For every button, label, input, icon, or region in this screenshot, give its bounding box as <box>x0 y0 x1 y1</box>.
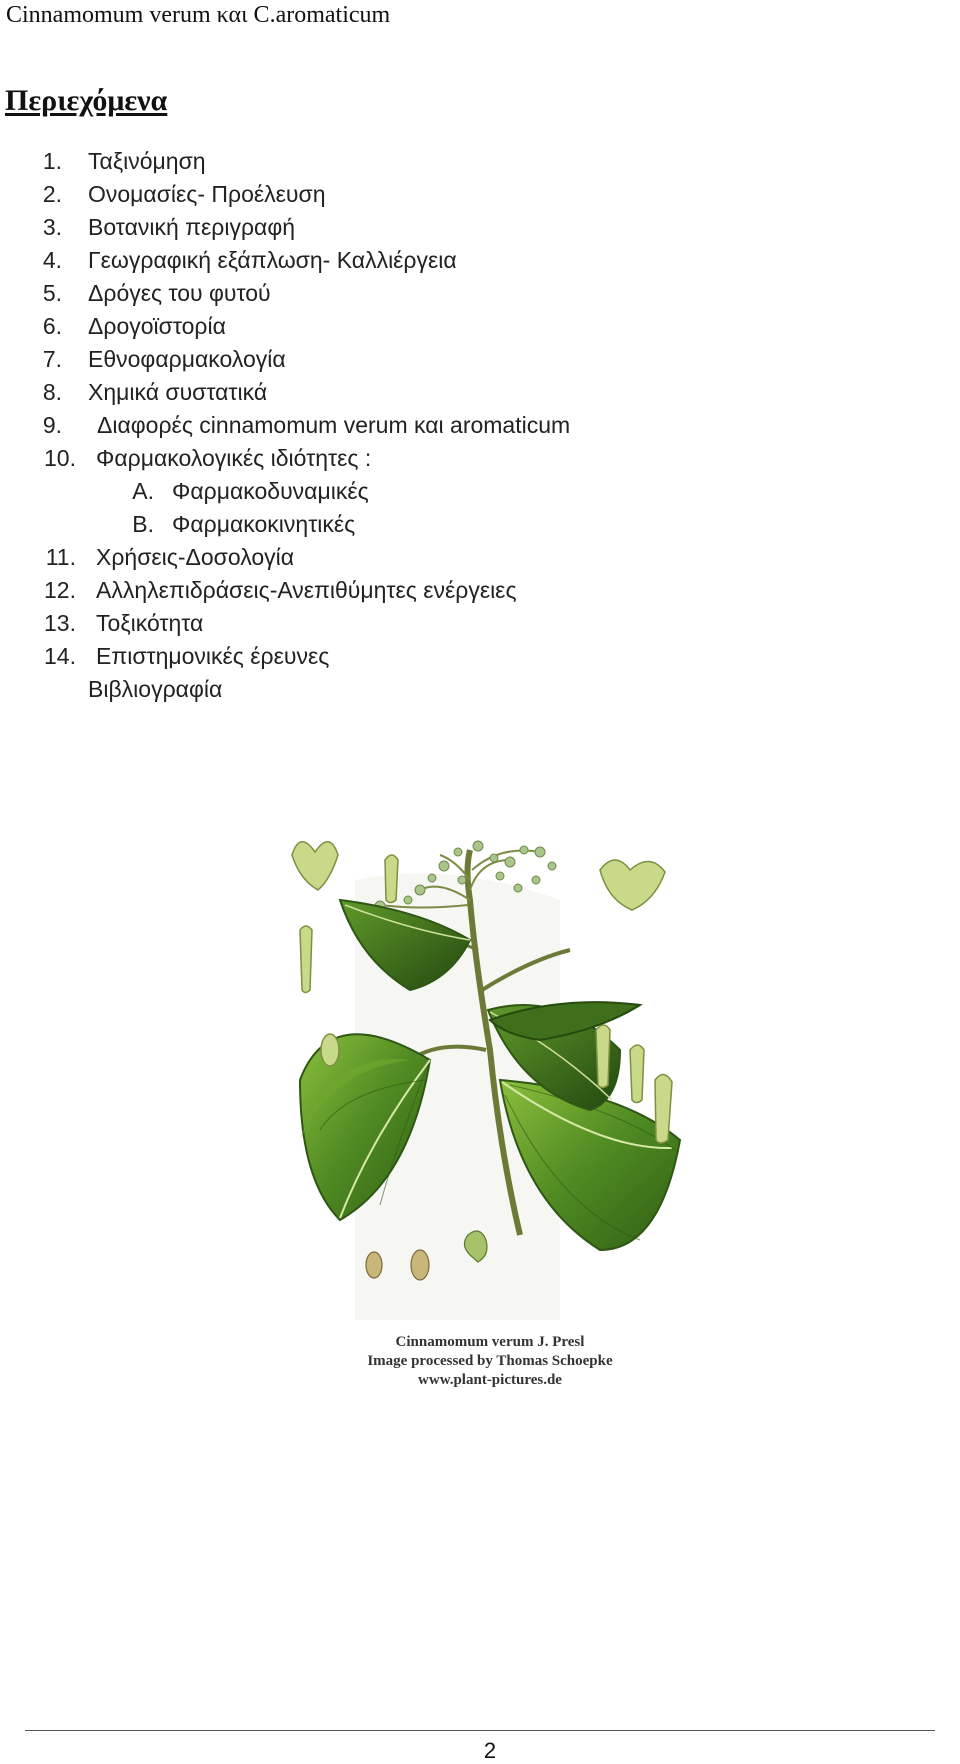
toc-item-text: Φαρμακοδυναμικές <box>172 478 369 504</box>
toc-item-text: Δρόγες του φυτού <box>88 280 271 306</box>
toc-item-number: 7. <box>42 346 62 372</box>
toc-item-number: 9. <box>42 412 62 438</box>
toc-item-text: Τοξικότητα <box>96 610 204 636</box>
toc-item-text: Ονομασίες- Προέλευση <box>88 181 326 207</box>
toc-item-number: 13. <box>44 610 76 636</box>
toc-item-text: Ταξινόμηση <box>88 148 206 174</box>
toc-item-number: 1. <box>42 148 62 174</box>
toc-item-number: 5. <box>42 280 62 306</box>
botanical-illustration <box>250 840 710 1400</box>
toc-item-text: Βοτανική περιγραφή <box>88 214 296 240</box>
figure-caption-url: www.plant-pictures.de <box>418 1372 562 1388</box>
toc-item-text: Χημικά συστατικά <box>88 379 268 405</box>
toc-heading: Περιεχόμενα <box>5 84 168 117</box>
toc-item-number: 10. <box>44 445 76 471</box>
toc-item-text: Αλληλεπιδράσεις-Ανεπιθύμητες ενέργειες <box>96 577 517 603</box>
toc-item-text: Εθνοφαρμακολογία <box>88 346 286 372</box>
toc-item-text: Χρήσεις-Δοσολογία <box>96 544 295 570</box>
toc-item-text: Φαρμακοκινητικές <box>172 511 356 537</box>
toc-item-number: 8. <box>42 379 62 405</box>
document-header: Cinnamomum verum και C.aromaticum <box>6 2 391 28</box>
toc-item-number: 11. <box>45 544 76 570</box>
toc-item-text: Δρογοϊστορία <box>88 313 226 339</box>
figure-caption-title: Cinnamomum verum J. Presl <box>395 1334 585 1350</box>
toc-item-number: 2. <box>42 181 62 207</box>
toc-item-text: Γεωγραφική εξάπλωση- Καλλιέργεια <box>88 247 457 273</box>
toc-item-number: A. <box>132 478 154 504</box>
toc-item-text: Διαφορές cinnamomum verum και aromaticum <box>97 412 571 438</box>
toc-item-number: 14. <box>44 643 76 669</box>
footer-divider <box>25 1730 935 1731</box>
toc-item-number: 12. <box>44 577 76 603</box>
toc-item-number: B. <box>132 511 154 537</box>
toc-item-number: 3. <box>42 214 62 240</box>
page-number: 2 <box>483 1738 497 1763</box>
toc-item-number: 6. <box>42 313 62 339</box>
toc-item-number: 4. <box>42 247 62 273</box>
toc-item-text: Επιστημονικές έρευνες <box>96 643 330 669</box>
toc-item-text: Φαρμακολογικές ιδιότητες : <box>96 445 372 471</box>
figure-caption-credit: Image processed by Thomas Schoepke <box>367 1353 613 1369</box>
toc-item-text: Βιβλιογραφία <box>88 676 223 702</box>
